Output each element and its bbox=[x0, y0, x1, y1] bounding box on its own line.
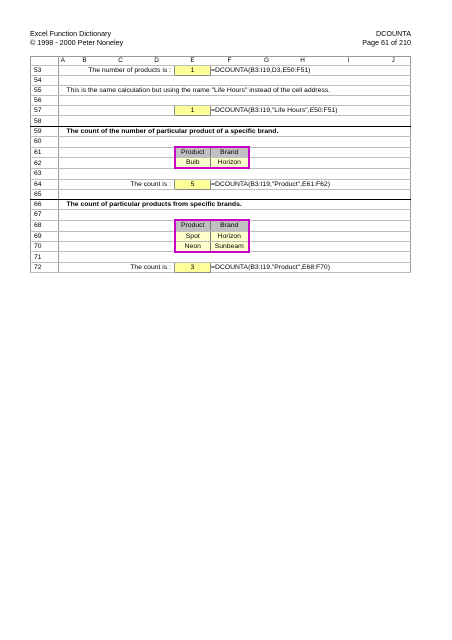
spreadsheet-table bbox=[30, 56, 411, 273]
sheet-row bbox=[31, 220, 411, 231]
formula-text: =DCOUNTA(B3:I19,"Product",E61:F62) bbox=[211, 179, 377, 189]
column-header[interactable]: F bbox=[211, 57, 249, 66]
result-label: The count is : bbox=[67, 263, 175, 273]
row-number: 66 bbox=[31, 199, 59, 209]
criteria-header-brand[interactable]: Brand bbox=[211, 147, 249, 158]
column-header[interactable]: I bbox=[321, 57, 377, 66]
criteria-header-brand[interactable]: Brand bbox=[211, 220, 249, 231]
column-header[interactable]: B bbox=[67, 57, 103, 66]
row-number: 72 bbox=[31, 263, 59, 273]
criteria-cell[interactable]: Spot bbox=[175, 231, 211, 241]
document-header-right bbox=[362, 29, 411, 47]
sheet-row bbox=[31, 85, 411, 95]
column-header[interactable]: G bbox=[249, 57, 285, 66]
sheet-row bbox=[31, 241, 411, 252]
sheet-row bbox=[31, 126, 411, 136]
row-number: 59 bbox=[31, 126, 59, 136]
formula-text: =DCOUNTA(B3:I19,"Product",E68:F70) bbox=[211, 263, 377, 273]
result-label: The count is : bbox=[67, 179, 175, 189]
sheet-row bbox=[31, 252, 411, 263]
row-number: 58 bbox=[31, 116, 59, 126]
page-number: Page 61 of 210 bbox=[362, 38, 411, 47]
result-value-cell[interactable]: 3 bbox=[175, 263, 211, 273]
criteria-cell[interactable]: Horizon bbox=[211, 158, 249, 169]
row-number: 64 bbox=[31, 179, 59, 189]
row-number: 61 bbox=[31, 147, 59, 158]
sheet-row bbox=[31, 147, 411, 158]
sheet-row bbox=[31, 75, 411, 85]
result-value-cell[interactable]: 5 bbox=[175, 179, 211, 189]
row-number: 53 bbox=[31, 65, 59, 75]
row-number: 65 bbox=[31, 189, 59, 199]
sheet-row bbox=[31, 199, 411, 209]
sheet-row bbox=[31, 158, 411, 169]
row-number: 55 bbox=[31, 85, 59, 95]
criteria-cell[interactable]: Sunbeam bbox=[211, 241, 249, 252]
criteria-header-product[interactable]: Product bbox=[175, 220, 211, 231]
criteria-cell[interactable]: Neon bbox=[175, 241, 211, 252]
sheet-row bbox=[31, 136, 411, 147]
sheet-row bbox=[31, 96, 411, 106]
copyright-line: © 1998 - 2000 Peter Noneley bbox=[30, 38, 124, 47]
formula-text: =DCOUNTA(B3:I19,"Life Hours",E50:F51) bbox=[211, 106, 377, 116]
row-number: 54 bbox=[31, 75, 59, 85]
sheet-row bbox=[31, 189, 411, 199]
row-number: 68 bbox=[31, 220, 59, 231]
row-number: 62 bbox=[31, 158, 59, 169]
row-number: 56 bbox=[31, 96, 59, 106]
result-value-cell[interactable]: 1 bbox=[175, 106, 211, 116]
sheet-row bbox=[31, 116, 411, 126]
column-header[interactable]: E bbox=[175, 57, 211, 66]
sheet-row bbox=[31, 65, 411, 75]
row-number: 71 bbox=[31, 252, 59, 263]
sheet-row bbox=[31, 210, 411, 221]
explanation-text: This is the same calculation but using the name "Life Hours" instead of the cell address. bbox=[67, 85, 411, 95]
document-title: Excel Function Dictionary bbox=[30, 29, 112, 38]
row-number: 63 bbox=[31, 168, 59, 179]
sheet-row bbox=[31, 168, 411, 179]
column-header[interactable]: A bbox=[59, 57, 67, 66]
row-number: 57 bbox=[31, 106, 59, 116]
criteria-header-product[interactable]: Product bbox=[175, 147, 211, 158]
section-heading: The count of the number of particular product of a specific brand. bbox=[67, 126, 411, 136]
row-number: 69 bbox=[31, 231, 59, 241]
column-header[interactable]: C bbox=[103, 57, 139, 66]
function-name: DCOUNTA bbox=[375, 29, 411, 38]
sheet-row bbox=[31, 106, 411, 116]
criteria-cell[interactable]: Horizon bbox=[211, 231, 249, 241]
sheet-row bbox=[31, 263, 411, 273]
column-header-row bbox=[31, 57, 411, 66]
sheet-row bbox=[31, 179, 411, 189]
row-number: 67 bbox=[31, 210, 59, 221]
formula-text: =DCOUNTA(B3:I19,D3,E50:F51) bbox=[211, 65, 377, 75]
sheet-row bbox=[31, 231, 411, 241]
row-number: 70 bbox=[31, 241, 59, 252]
criteria-cell[interactable]: Bulb bbox=[175, 158, 211, 169]
document-header-left bbox=[30, 29, 123, 47]
column-header[interactable]: D bbox=[139, 57, 175, 66]
result-value-cell[interactable]: 1 bbox=[175, 65, 211, 75]
result-label: The number of products is : bbox=[67, 65, 175, 75]
section-heading: The count of particular products from specific brands. bbox=[67, 199, 411, 209]
column-header[interactable]: J bbox=[377, 57, 411, 66]
row-number: 60 bbox=[31, 136, 59, 147]
column-header[interactable]: H bbox=[285, 57, 321, 66]
